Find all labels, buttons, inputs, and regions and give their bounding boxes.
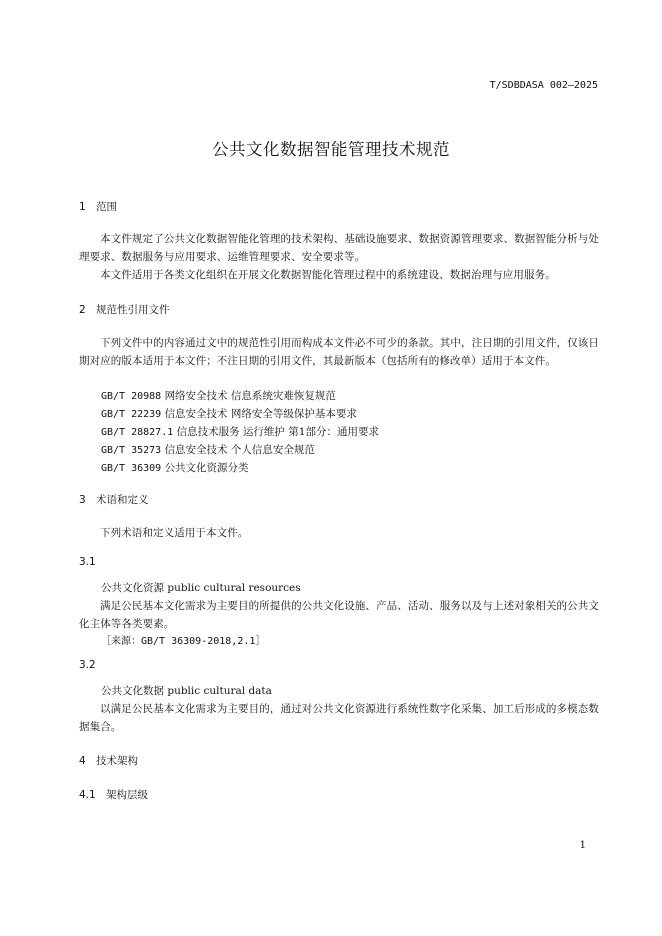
term-3-1-number: 3.1: [79, 556, 96, 568]
section-2-paragraph-1: 下列文件中的内容通过文中的规范性引用而构成本文件必不可少的条款。其中，注日期的引用文件，仅该日期对应的版本适用于本文件；不注日期的引用文件，其最新版本（包括所有的修改单）适用于本文件。: [79, 337, 599, 367]
term-3-2-title: 公共文化数据 public cultural data: [101, 685, 272, 697]
section-1-paragraph-2: 本文件适用于各类文化组织在开展文化数据智能化管理过程中的系统建设、数据治理与应用服务。: [100, 269, 556, 281]
section-4-heading: [79, 753, 138, 768]
reference-item: GB/T 36309 公共文化资源分类: [101, 462, 249, 474]
section-number: 4.1: [79, 789, 96, 801]
section-1-heading: [79, 199, 117, 214]
section-number: 1: [79, 201, 86, 213]
document-code: T/SDBDASA 002—2025: [489, 80, 598, 91]
term-3-2-definition: 以满足公民基本文化需求为主要目的，通过对公共文化资源进行系统性数字化采集、加工后形成的多模态数据集合。: [79, 703, 599, 733]
document-title: 公共文化数据智能管理技术规范: [212, 140, 450, 159]
section-number: 4: [79, 755, 86, 767]
reference-item: GB/T 35273 信息安全技术 个人信息安全规范: [101, 444, 315, 456]
section-title: 技术架构: [96, 755, 138, 767]
section-title: 范围: [96, 201, 117, 213]
section-3-heading: [79, 492, 149, 507]
page-number: 1: [579, 840, 586, 851]
term-3-1-source: ［来源：GB/T 36309-2018,2.1］: [101, 636, 266, 647]
section-1-paragraph-1: 本文件规定了公共文化数据智能化管理的技术架构、基础设施要求、数据资源管理要求、数据智能分析与处理要求、数据服务与应用要求、运维管理要求、安全要求等。: [79, 233, 599, 263]
reference-item: GB/T 22239 信息安全技术 网络安全等级保护基本要求: [101, 408, 357, 420]
reference-item: GB/T 20988 网络安全技术 信息系统灾难恢复规范: [101, 390, 336, 402]
section-2-heading: [79, 302, 170, 317]
reference-item: GB/T 28827.1 信息技术服务 运行维护 第1部分：通用要求: [101, 426, 379, 438]
term-3-1-definition: 满足公民基本文化需求为主要目的所提供的公共文化设施、产品、活动、服务以及与上述对象相关的公共文化主体等各类要素。: [79, 600, 599, 630]
section-4-1-heading: [79, 787, 148, 802]
term-3-2-number: 3.2: [79, 659, 96, 671]
term-3-1-title: 公共文化资源 public cultural resources: [101, 582, 301, 594]
section-3-paragraph-1: 下列术语和定义适用于本文件。: [100, 527, 249, 539]
section-number: 3: [79, 494, 86, 506]
section-number: 2: [79, 304, 86, 316]
section-title: 术语和定义: [96, 494, 149, 506]
section-title: 规范性引用文件: [96, 304, 170, 316]
section-title: 架构层级: [106, 789, 148, 801]
